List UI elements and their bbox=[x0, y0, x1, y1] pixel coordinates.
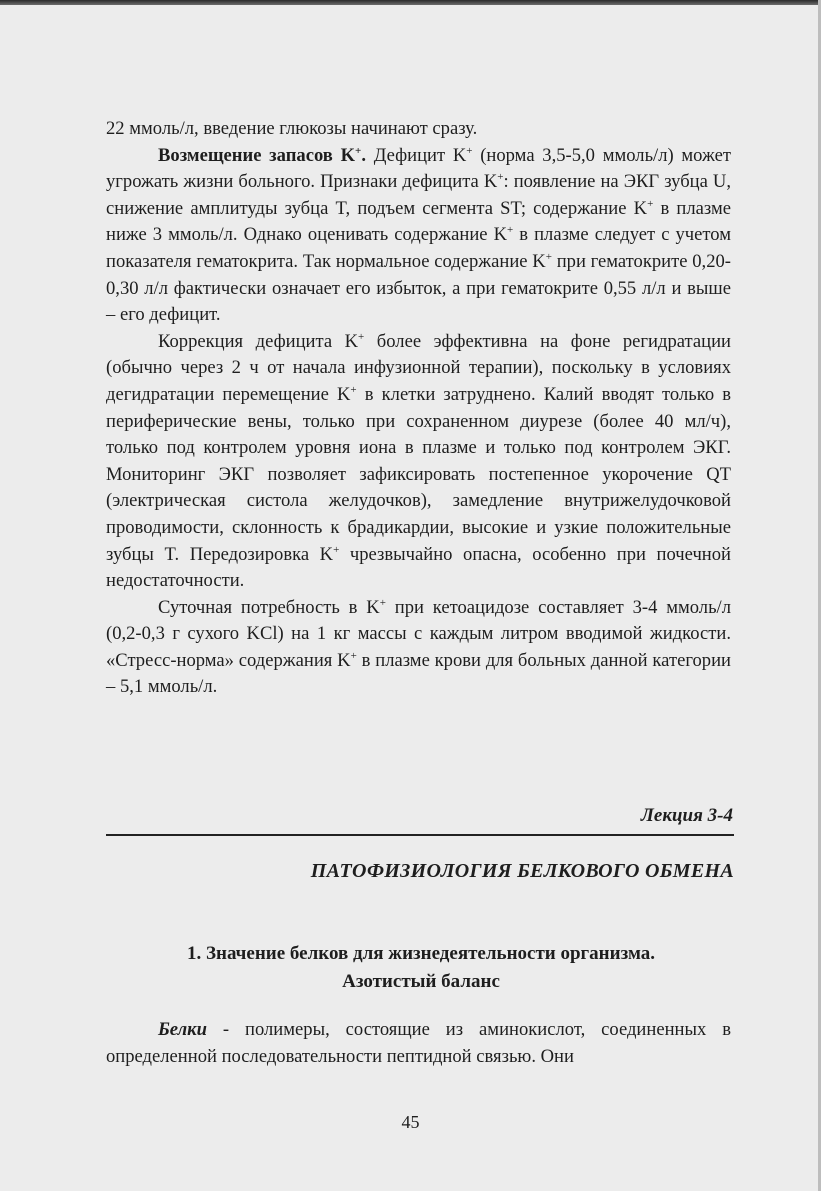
chapter-title: ПАТОФИЗИОЛОГИЯ БЕЛКОВОГО ОБМЕНА bbox=[310, 860, 734, 882]
scan-top-edge bbox=[0, 0, 821, 5]
protein-definition bbox=[106, 1016, 731, 1070]
paragraph-daily-requirement: Суточная потребность в K+ при кетоацидозе составляет 3-4 ммоль/л (0,2-0,3 г сухого KCl) на 1 кг массы с каждым литром вводимой жидкости. «Стресс-норма» содержания K+ в плазме крови для больных данной категории – 5,1 ммоль/л. bbox=[106, 596, 732, 698]
term-proteins: Белки bbox=[158, 1019, 207, 1040]
body-text bbox=[106, 116, 731, 701]
page-number: 45 bbox=[401, 1112, 420, 1132]
section-heading-line-1: 1. Значение белков для жизнедеятельности организма. bbox=[186, 943, 656, 964]
section-heading-line-2: Азотистый баланс bbox=[342, 971, 500, 992]
section-divider bbox=[106, 834, 734, 836]
lecture-label: Лекция 3-4 bbox=[640, 805, 733, 826]
paragraph-heading: Возмещение запасов K+. bbox=[158, 144, 366, 166]
paragraph-potassium-replacement: Возмещение запасов K+. Дефицит K+ (норма 3,5-5,0 ммоль/л) может угрожать жизни больного. Признаки дефицита K+: появление на ЭКГ зубца U, снижение амплитуды зубца T, подъем сегмента ST; содержание K+ в плазме ниже 3 ммоль/л. Однако оценивать содержание K+ в плазме следует с учетом показателя гематокрита. Так нормальное содержание K+ при гематокрите 0,20-0,30 л/л фактически означает его избыток, а при гематокрите 0,55 л/л и выше – его дефицит. bbox=[106, 144, 731, 326]
paragraph-proteins: Белки - полимеры, состоящие из аминокислот, соединенных в определенной последовательности пептидной связью. Они bbox=[106, 1019, 731, 1067]
continuation-line: 22 ммоль/л, введение глюкозы начинают сразу. bbox=[106, 118, 478, 139]
paragraph-deficit-correction: Коррекция дефицита K+ более эффективна на фоне регидратации (обычно через 2 ч от начала инфузионной терапии), поскольку в условиях дегидратации перемещение K+ в клетки затруднено. Калий вводят только в периферические вены, только при сохраненном диурезе (более 40 мл/ч), только под контролем уровня иона в плазме и только под контролем ЭКГ. Мониторинг ЭКГ позволяет зафиксировать постепенное укорочение QT (электрическая систола желудочков), замедление внутрижелудочковой проводимости, склонность к брадикардии, высокие и узкие положительные зубцы T. Передозировка K+ чрезвычайно опасна, особенно при почечной недостаточности. bbox=[106, 330, 731, 592]
section-heading bbox=[106, 940, 736, 996]
